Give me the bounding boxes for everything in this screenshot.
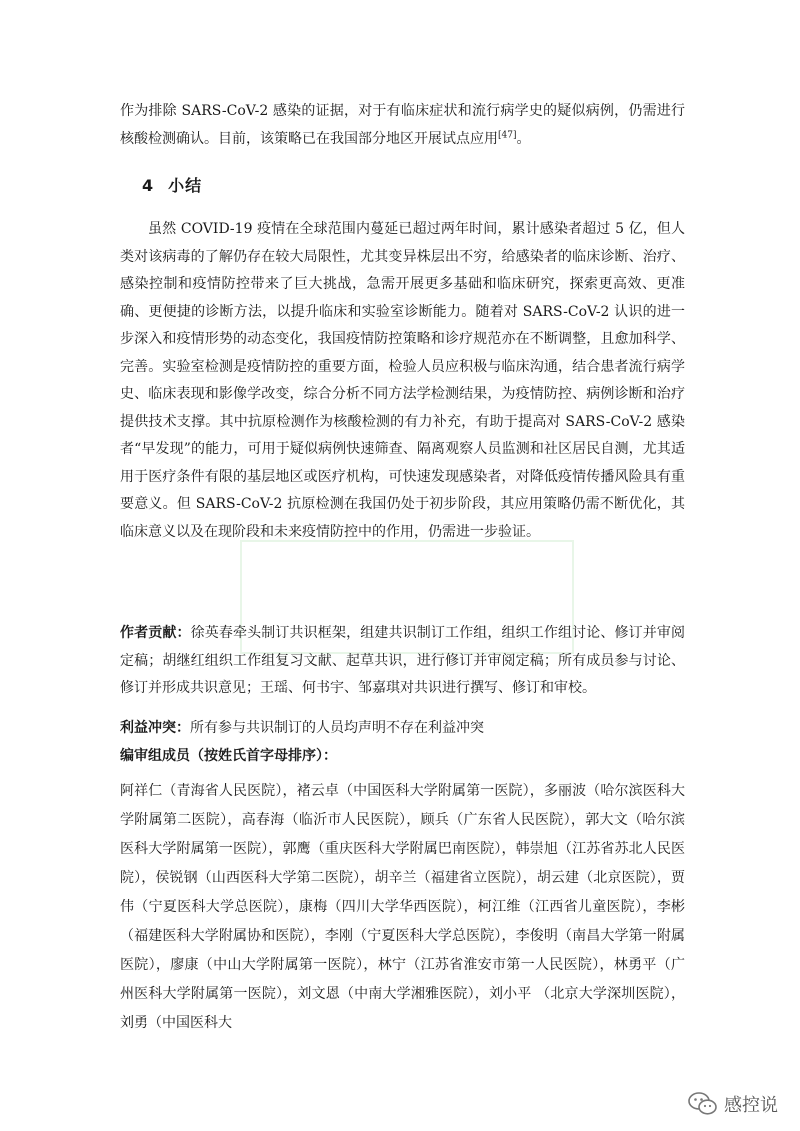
intro-paragraph [120, 98, 685, 153]
members-heading: 编审组成员（按姓氏首字母排序）： [120, 748, 337, 764]
contributions-paragraph [120, 620, 685, 703]
intro-text: 作为排除 SARS-CoV-2 感染的证据，对于有临床症状和流行病学史的疑似病例，仍需进行核酸检测确认。目前，该策略已在我国部分地区开展试点应用 [120, 103, 685, 147]
brand-badge [688, 1091, 778, 1117]
brand-name: 感控说 [724, 1095, 778, 1116]
intro-end: 。 [516, 130, 531, 147]
conflict-text: 所有参与共识制订的人员均声明不存在利益冲突 [190, 720, 484, 736]
section-title: 小结 [168, 176, 203, 195]
section-number: 4 [142, 176, 155, 195]
reference-47[interactable]: [47] [498, 129, 517, 140]
wechat-icon [688, 1091, 718, 1117]
contributions-text: 徐英春牵头制订共识框架，组建共识制订工作组，组织工作组讨论、修订并审阅定稿；胡继红组织工作组复习文献、起草共识，进行修订并审阅定稿；所有成员参与讨论、修订并形成共识意见；王瑶、何书宇、邹嘉琪对共识进行撰写、修订和审校。 [120, 625, 686, 696]
summary-paragraph: 虽然 COVID-19 疫情在全球范围内蔓延已超过两年时间，累计感染者超过 5 亿，但人类对该病毒的了解仍存在较大局限性，尤其变异株层出不穷，给感染者的临床诊断、治疗、感染控制和疫情防控带来了巨大挑战，急需开展更多基础和临床研究，探索更高效、更准确、更便捷的诊断方法，以提升临床和实验室诊断能力。随着对 SARS-CoV-2 认识的进一步深入和疫情形势的动态变化，我国疫情防控策略和诊疗规范亦在不断调整，且愈加科学、完善。实验室检测是疫情防控的重要方面，检验人员应积极与临床沟通，结合患者流行病学史、临床表现和影像学改变，综合分析不同方法学检测结果，为疫情防控、病例诊断和治疗提供技术支撑。其中抗原检测作为核酸检测的有力补充，有助于提高对 SARS-CoV-2 感染者“早发现”的能力，可用于疑似病例快速筛查、隔离观察人员监测和社区居民自测，尤其适用于医疗条件有限的基层地区或医疗机构，可快速发现感染者，对降低疫情传播风险具有重要意义。但 SARS-CoV-2 抗原检测在我国仍处于初步阶段，其应用策略仍需不断优化，其临床意义以及在现阶段和未来疫情防控中的作用，仍需进一步验证。 [120, 221, 685, 540]
members-list: 阿祥仁（青海省人民医院），褚云卓（中国医科大学附属第一医院），多丽波（哈尔滨医科大学附属第二医院），高春海（临沂市人民医院），顾兵（广东省人民医院），郭大文（哈尔滨医科大学附属第一医院），郭鹰（重庆医科大学附属巴南医院），韩崇旭（江苏省苏北人民医院），侯锐钢（山西医科大学第二医院），胡辛兰（福建省立医院），胡云建（北京医院），贾伟（宁夏医科大学总医院），康梅（四川大学华西医院），柯江维（江西省儿童医院），李彬（福建医科大学附属协和医院），李刚（宁夏医科大学总医院），李俊明（南昌大学第一附属医院），廖康（中山大学附属第一医院），林宁（江苏省淮安市第一人民医院），林勇平（广州医科大学附属第一医院），刘文恩（中南大学湘雅医院），刘小平 （北京大学深圳医院），刘勇（中国医科大 [120, 783, 685, 1031]
conflict-label: 利益冲突： [120, 720, 190, 736]
contributions-label: 作者贡献： [120, 625, 191, 641]
section-heading [142, 173, 202, 196]
conflict-paragraph [120, 715, 484, 742]
